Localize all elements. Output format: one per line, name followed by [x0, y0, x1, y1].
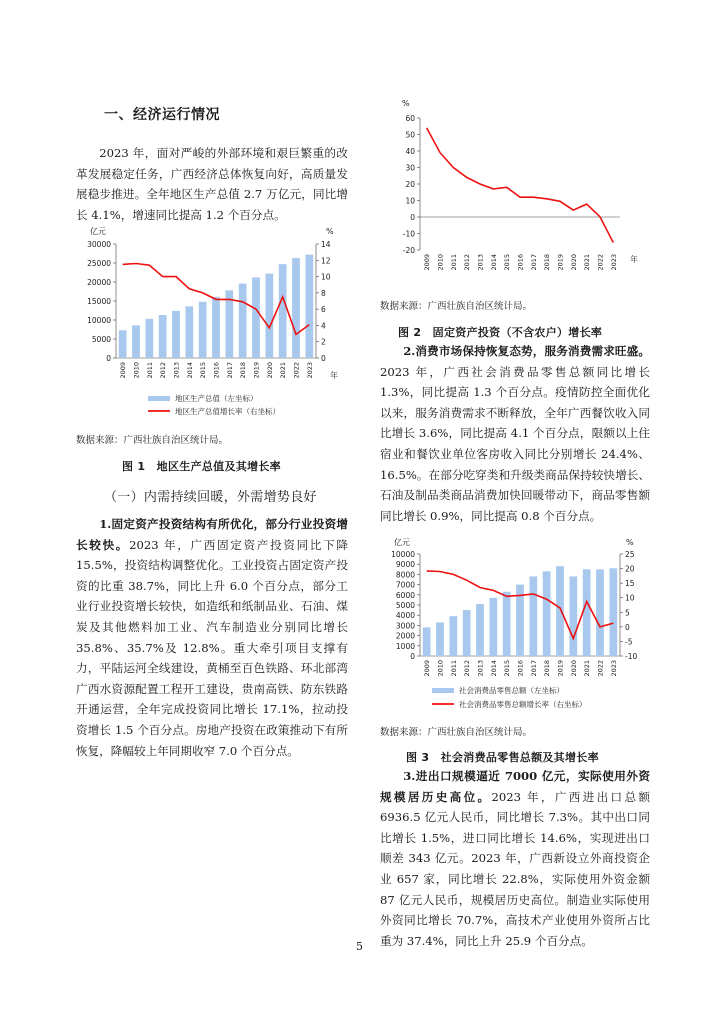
bar-2011	[449, 616, 457, 656]
x-tick-label: 2020	[265, 362, 274, 379]
bar-2017	[529, 576, 537, 656]
x-tick-label: 2023	[609, 660, 618, 677]
bar-2023	[305, 255, 313, 358]
right-tick-label: -10	[625, 652, 638, 661]
y-tick-label: 50	[405, 130, 415, 140]
bar-2015	[503, 592, 511, 656]
left-tick-label: 1000	[395, 641, 415, 651]
right-tick-label: -5	[625, 637, 633, 647]
bar-2012	[159, 315, 167, 358]
fig3-caption: 图 3 社会消费品零售总额及其增长率	[406, 751, 599, 764]
bar-2023	[609, 568, 617, 656]
x-tick-label: 2013	[172, 362, 181, 379]
subsection-heading: （一）内需持续回暖，外需增势良好	[104, 490, 317, 505]
bar-2014	[489, 598, 497, 656]
x-tick-label: 2016	[516, 254, 525, 271]
x-tick-label: 2020	[569, 254, 578, 271]
x-tick-label: 2019	[252, 362, 261, 379]
x-tick-label: 2010	[132, 362, 141, 379]
fig1-legend-bar: 地区生产总值（左坐标）	[175, 394, 258, 403]
right-tick-label: 12	[321, 256, 331, 266]
x-tick-label: 2015	[199, 362, 208, 379]
left-tick-label: 7000	[395, 580, 415, 590]
fig2-x-unit: 年	[630, 255, 638, 264]
right-tick-label: 15	[625, 579, 635, 589]
left-tick-label: 3000	[395, 621, 415, 631]
investment-paragraph	[76, 514, 348, 761]
left-tick-label: 5000	[91, 335, 111, 344]
left-tick-label: 15000	[87, 297, 111, 306]
right-tick-label: 10	[321, 272, 331, 282]
fig1-caption: 图 1 地区生产总值及其增长率	[122, 460, 281, 473]
y-tick-label: 60	[405, 114, 415, 123]
intro-paragraph-block	[76, 143, 348, 225]
x-tick-label: 2014	[185, 362, 194, 379]
left-tick-label: 8000	[395, 570, 415, 580]
fig3-left-unit: 亿元	[394, 538, 410, 547]
x-tick-label: 2012	[463, 660, 472, 677]
x-tick-label: 2010	[436, 254, 445, 271]
fig3-legend-line: 社会消费品零售总额增长率（右坐标）	[459, 700, 587, 709]
x-tick-label: 2017	[529, 660, 538, 677]
consumption-paragraph	[380, 341, 650, 526]
y-tick-label: -10	[402, 229, 415, 239]
trade-lead: 3.进出口规模逼近 7000 亿元，实际使用外资规模居历史高位。	[380, 769, 650, 804]
investment-growth-chart	[380, 96, 652, 282]
bar-2012	[463, 610, 471, 656]
bar-2020	[265, 274, 273, 358]
x-tick-label: 2022	[292, 362, 301, 379]
bar-2021	[583, 569, 591, 656]
x-tick-label: 2017	[529, 254, 538, 271]
x-tick-label: 2018	[239, 362, 248, 379]
right-tick-label: 10	[625, 593, 635, 603]
x-tick-label: 2010	[436, 660, 445, 677]
x-tick-label: 2022	[596, 254, 605, 271]
x-tick-label: 2014	[489, 254, 498, 271]
x-tick-label: 2012	[463, 254, 472, 271]
bar-2010	[436, 622, 444, 656]
bar-2015	[199, 302, 207, 358]
x-tick-label: 2009	[423, 254, 432, 271]
right-tick-label: 0	[625, 622, 630, 632]
trade-paragraph	[380, 766, 650, 951]
bar-2009	[119, 330, 127, 358]
x-tick-label: 2021	[279, 362, 288, 379]
right-tick-label: 20	[625, 564, 635, 574]
bar-2014	[185, 306, 193, 358]
investment-lead: 1.固定资产投资结构有所优化，部分行业投资增长较快。	[76, 517, 348, 552]
left-tick-label: 2000	[395, 631, 415, 641]
right-tick-label: 6	[321, 305, 326, 315]
y-tick-label: -20	[402, 246, 415, 255]
bar-2020	[569, 576, 577, 656]
x-tick-label: 2016	[516, 660, 525, 677]
x-tick-label: 2009	[423, 660, 432, 677]
x-tick-label: 2012	[159, 362, 168, 379]
fig2-y-unit: %	[402, 99, 410, 108]
right-tick-label: 25	[625, 550, 635, 559]
bar-2019	[252, 277, 260, 358]
right-tick-label: 8	[321, 288, 326, 298]
trade-text: 2023 年，广西进出口总额 6936.5 亿元人民币，同比增长 7.3%。其中出口同比增长 1.5%，进口同比增长 14.6%，实现进出口顺差 343 亿元。2023 年，广西新设立外商投资企业 657 家，同比增长 22.8%，实际使用外资金额 87 亿元人民币，规模居历史高位。制造业实际使用外资同比增长 70.7%，高技术产业使用外资所占比重为 37.4%，同比上升 25.9 个百分点。	[380, 789, 650, 948]
gdp-chart	[76, 224, 348, 422]
left-tick-label: 10000	[87, 316, 111, 325]
x-tick-label: 2018	[543, 660, 552, 677]
y-tick-label: 40	[405, 147, 415, 156]
left-tick-label: 30000	[87, 240, 111, 249]
x-tick-label: 2017	[225, 362, 234, 379]
x-tick-label: 2014	[489, 660, 498, 677]
fig1-source: 数据来源：广西壮族自治区统计局。	[76, 435, 229, 446]
bar-2016	[212, 297, 220, 358]
fig1-left-unit: 亿元	[90, 227, 106, 236]
x-tick-label: 2019	[556, 254, 565, 271]
x-tick-label: 2019	[556, 660, 565, 677]
x-tick-label: 2020	[569, 660, 578, 677]
x-tick-label: 2011	[145, 362, 154, 379]
left-tick-label: 20000	[87, 278, 111, 287]
section-heading: 一、经济运行情况	[104, 107, 220, 123]
bar-2011	[145, 319, 153, 358]
y-tick-label: 10	[405, 196, 415, 206]
left-tick-label: 9000	[395, 560, 415, 570]
bar-2009	[423, 627, 431, 656]
x-tick-label: 2013	[476, 254, 485, 271]
x-tick-label: 2011	[449, 254, 458, 271]
investment-paragraph-block	[76, 514, 348, 761]
x-tick-label: 2015	[503, 660, 512, 677]
bar-2022	[292, 258, 300, 358]
y-tick-label: 30	[405, 163, 415, 173]
fig1-right-unit: %	[326, 227, 334, 236]
x-tick-label: 2009	[119, 362, 128, 379]
x-tick-label: 2018	[543, 254, 552, 271]
bar-2021	[279, 264, 287, 358]
page-number: 5	[356, 940, 363, 953]
fig3-legend	[432, 685, 587, 709]
x-tick-label: 2021	[583, 254, 592, 271]
x-tick-label: 2015	[503, 254, 512, 271]
x-tick-label: 2011	[449, 660, 458, 677]
trade-paragraph-block	[380, 766, 650, 951]
right-tick-label: 0	[321, 354, 326, 363]
bar-2018	[239, 284, 247, 358]
x-tick-label: 2021	[583, 660, 592, 677]
intro-paragraph: 2023 年，面对严峻的外部环境和艰巨繁重的改革发展稳定任务，广西经济总体恢复向好，高质量发展稳步推进。全年地区生产总值 2.7 万亿元，同比增长 4.1%，增速同比提高 1.2 个百分点。	[76, 146, 348, 222]
fig2-source: 数据来源：广西壮族自治区统计局。	[380, 301, 533, 312]
right-tick-label: 5	[625, 608, 630, 618]
x-tick-label: 2023	[305, 362, 314, 379]
fig3-legend-bar: 社会消费品零售总额（左坐标）	[459, 686, 564, 695]
left-tick-label: 0	[106, 354, 111, 363]
bar-2013	[476, 604, 484, 656]
investment-text: 2023 年，广西固定资产投资同比下降 15.5%，投资结构调整优化。工业投资占固定资产投资的比重 38.7%，同比上升 6.0 个百分点，部分工业行业投资增长较快，如造纸和纸制品业、石油、煤炭及其他燃料加工业、汽车制造业分别同比增长 35.8%、35.7%及 12.8%。重大牵引项目支撑有力，平陆运河全线建设，黄桶至百色铁路、环北部湾广西水资源配置工程开工建设，贵南高铁、防东铁路开通运营，全年完成投资同比增长 17.1%，拉动投资增长 1.5 个百分点。房地产投资在政策推动下有所恢复，降幅较上年同期收窄 7.0 个百分点。	[76, 537, 348, 758]
bar-2013	[172, 311, 180, 358]
x-tick-label: 2023	[609, 254, 618, 271]
left-tick-label: 4000	[395, 611, 415, 621]
bar-2022	[596, 569, 604, 656]
fig1-legend-bar-swatch	[148, 396, 170, 401]
right-tick-label: 2	[321, 337, 326, 347]
consumption-text: 2023 年，广西社会消费品零售总额同比增长 1.3%，同比提高 1.3 个百分点。疫情防控全面优化以来，服务消费需求不断释放，全年广西餐饮收入同比增长 3.6%，同比提高 4.1 个百分点，限额以上住宿业和餐饮业单位客房收入同比分别增长 24.4%、16.5%。在部分吃穿类和升级类商品保持较快增长、石油及制品类商品消费加快回暖带动下，商品零售额同比增长 0.9%，同比提高 0.8 个百分点。	[380, 364, 650, 523]
left-tick-label: 25000	[87, 259, 111, 268]
bar-2018	[543, 571, 551, 656]
x-tick-label: 2016	[212, 362, 221, 379]
right-tick-label: 14	[321, 240, 331, 249]
left-tick-label: 6000	[395, 590, 415, 600]
investment-growth-line	[427, 128, 614, 243]
fig1-legend	[148, 393, 280, 416]
x-tick-label: 2013	[476, 660, 485, 677]
bar-2019	[556, 566, 564, 656]
consumption-lead: 2.消费市场保持恢复态势，服务消费需求旺盛。	[403, 344, 650, 358]
fig2-caption: 图 2 固定资产投资（不含农户）增长率	[398, 326, 603, 339]
retail-sales-chart	[380, 536, 652, 712]
right-tick-label: 4	[321, 321, 326, 331]
fig3-legend-bar-swatch	[432, 688, 454, 693]
left-tick-label: 10000	[391, 550, 415, 559]
x-tick-label: 2022	[596, 660, 605, 677]
left-tick-label: 0	[410, 652, 415, 661]
fig1-legend-line: 地区生产总值增长率（右坐标）	[175, 407, 280, 416]
fig3-right-unit: %	[626, 538, 634, 547]
bar-2010	[132, 325, 140, 358]
fig3-source: 数据来源：广西壮族自治区统计局。	[380, 727, 533, 738]
consumption-paragraph-block	[380, 341, 650, 526]
y-tick-label: 20	[405, 180, 415, 189]
y-tick-label: 0	[410, 213, 415, 222]
left-tick-label: 5000	[395, 601, 415, 610]
fig1-x-unit: 年	[330, 371, 338, 380]
